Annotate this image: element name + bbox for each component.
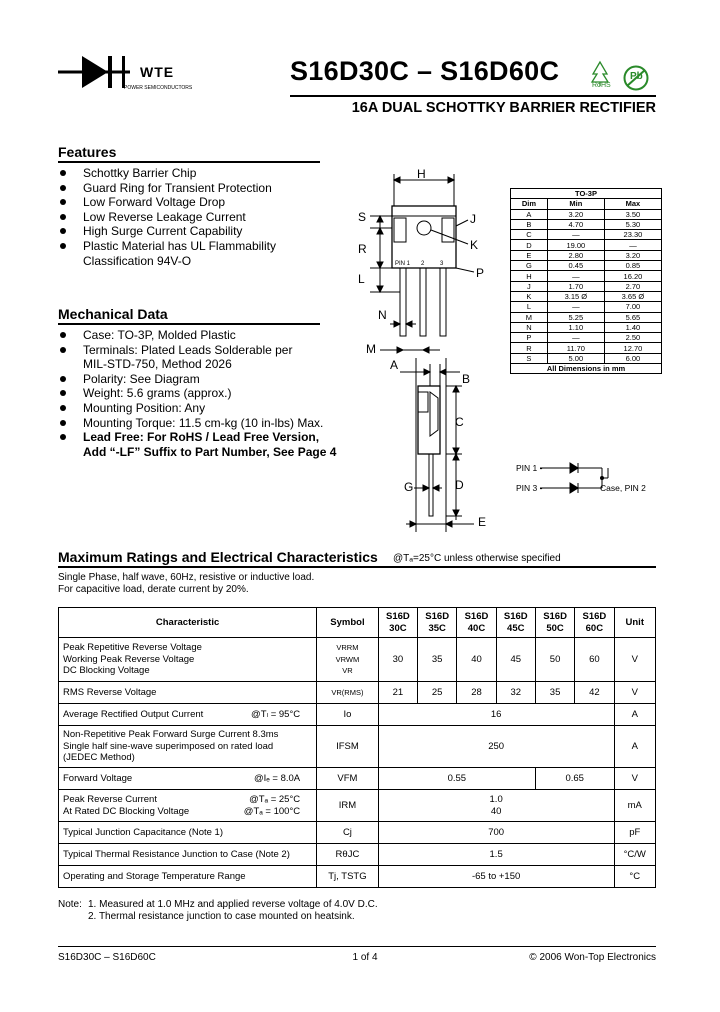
- list-item: Polarity: See Diagram: [58, 372, 358, 387]
- dim-cell: 4.70: [547, 219, 604, 229]
- value-cell: 60: [575, 638, 614, 682]
- dim-label-k: K: [470, 238, 479, 252]
- dim-cell: L: [511, 302, 548, 312]
- table-row: [511, 312, 662, 322]
- table-row: [511, 343, 662, 353]
- table-row: [511, 250, 662, 260]
- char-cell: Peak Repetitive Reverse Voltage Working Peak Reverse Voltage DC Blocking Voltage: [59, 638, 317, 682]
- ratings-rule: [58, 566, 656, 568]
- list-item: MIL-STD-750, Method 2026: [83, 357, 232, 372]
- dim-cell: S: [511, 353, 548, 363]
- list-item: Guard Ring for Transient Protection: [58, 181, 358, 196]
- logo-subtext: POWER SEMICONDUCTORS: [124, 85, 193, 91]
- symbol-cell: IRM: [317, 790, 379, 822]
- dim-label-c: C: [455, 415, 464, 429]
- char-cell: Typical Junction Capacitance (Note 1): [59, 822, 317, 844]
- list-item: Lead Free: For RoHS / Lead Free Version,: [58, 430, 358, 445]
- dim-cell: 0.45: [547, 261, 604, 271]
- footer-part-range: S16D30C – S16D60C: [58, 952, 156, 963]
- dim-cell: 1.70: [547, 281, 604, 291]
- char-cell: Forward Voltage @Iₑ = 8.0A: [59, 768, 317, 790]
- mechanical-rule: [58, 323, 320, 325]
- list-item: Terminals: Plated Leads Solderable per: [58, 343, 358, 358]
- dim-cell: 7.00: [604, 302, 661, 312]
- list-item: Classification 94V-O: [83, 253, 192, 268]
- unit-cell: mA: [614, 790, 655, 822]
- logo-text: WTE: [140, 64, 175, 80]
- ratings-heading: Maximum Ratings and Electrical Characteristics: [58, 549, 378, 565]
- pin-label-1: PIN 1: [395, 261, 411, 267]
- value-cell: 35: [535, 682, 574, 704]
- table-row: [59, 638, 656, 682]
- table-row: [59, 768, 656, 790]
- dim-label-g: G: [404, 480, 414, 494]
- dim-cell: 19.00: [547, 240, 604, 250]
- dim-label-a: A: [390, 358, 399, 372]
- header-part: S16D 45C: [496, 608, 535, 638]
- dim-cell: J: [511, 281, 548, 291]
- dim-cell: H: [511, 271, 548, 281]
- footer-page-number: 1 of 4: [352, 952, 378, 963]
- dim-cell: 0.85: [604, 261, 661, 271]
- dim-header: Max: [604, 199, 661, 209]
- dim-cell: —: [604, 240, 661, 250]
- symbol-cell: Tj, TSTG: [317, 866, 379, 888]
- list-item: Add “-LF” Suffix to Part Number, See Page 4: [83, 444, 337, 459]
- header-part: S16D 35C: [418, 608, 457, 638]
- header-unit: Unit: [614, 608, 655, 638]
- value-cell: 1.0 40: [378, 790, 614, 822]
- table-row: [511, 219, 662, 229]
- value-cell: 1.5: [378, 844, 614, 866]
- value-cell: 21: [378, 682, 417, 704]
- dim-cell: —: [547, 271, 604, 281]
- mechanical-list: [58, 328, 358, 459]
- table-row: [511, 302, 662, 312]
- dim-label-p: P: [476, 266, 485, 280]
- dim-label-r: R: [358, 242, 367, 256]
- char-cell: Operating and Storage Temperature Range: [59, 866, 317, 888]
- subtitle: 16A DUAL SCHOTTKY BARRIER RECTIFIER: [351, 100, 656, 116]
- header-characteristic: Characteristic: [59, 608, 317, 638]
- unit-cell: V: [614, 682, 655, 704]
- footer-rule: [58, 946, 656, 947]
- dim-cell: 1.40: [604, 322, 661, 332]
- dim-label-d: D: [455, 478, 464, 492]
- list-item: Low Reverse Leakage Current: [58, 210, 358, 225]
- dim-cell: 5.30: [604, 219, 661, 229]
- table-row: [511, 291, 662, 301]
- title-rule: [290, 95, 656, 97]
- value-cell: 25: [418, 682, 457, 704]
- dim-cell: K: [511, 291, 548, 301]
- table-row: [59, 790, 656, 822]
- schematic-pin3-label: PIN 3 -: [516, 483, 543, 493]
- pin-label-2: 2: [421, 261, 425, 267]
- char-cell: RMS Reverse Voltage: [59, 682, 317, 704]
- ratings-table: [58, 607, 656, 888]
- table-row: [511, 281, 662, 291]
- list-item: Mounting Position: Any: [58, 401, 358, 416]
- pin-label-3: 3: [440, 261, 444, 267]
- list-item: Low Forward Voltage Drop: [58, 195, 358, 210]
- char-cell: Peak Reverse Current @Tₐ = 25°C At Rated DC Blocking Voltage @Tₐ = 100°C: [59, 790, 317, 822]
- table-row: [59, 866, 656, 888]
- table-row: [59, 726, 656, 768]
- unit-cell: V: [614, 768, 655, 790]
- value-cell: 16: [378, 704, 614, 726]
- note-1: 1. Measured at 1.0 MHz and applied reverse voltage of 4.0V D.C.: [88, 899, 378, 910]
- char-cell: Typical Thermal Resistance Junction to Case (Note 2): [59, 844, 317, 866]
- features-rule: [58, 161, 320, 163]
- dim-header: Dim: [511, 199, 548, 209]
- dim-cell: —: [547, 230, 604, 240]
- dim-cell: R: [511, 343, 548, 353]
- dim-label-n: N: [378, 308, 387, 322]
- dim-cell: 2.50: [604, 333, 661, 343]
- dim-cell: 2.70: [604, 281, 661, 291]
- lead-free-icon: [622, 64, 650, 92]
- value-cell: 0.55: [378, 768, 535, 790]
- features-list: [58, 166, 358, 268]
- value-cell: 30: [378, 638, 417, 682]
- value-cell: 50: [535, 638, 574, 682]
- dim-cell: C: [511, 230, 548, 240]
- symbol-cell: Io: [317, 704, 379, 726]
- dim-cell: 3.20: [604, 250, 661, 260]
- dim-cell: 5.25: [547, 312, 604, 322]
- value-cell: 0.65: [535, 768, 614, 790]
- company-logo: [58, 52, 208, 96]
- dim-cell: 5.00: [547, 353, 604, 363]
- dimension-table: [510, 188, 662, 374]
- list-item: Case: TO-3P, Molded Plastic: [58, 328, 358, 343]
- part-range-title: S16D30C – S16D60C: [290, 56, 560, 86]
- header-symbol: Symbol: [317, 608, 379, 638]
- dim-label-l: L: [358, 272, 365, 286]
- pb-label: Pb: [630, 71, 643, 82]
- dim-cell: D: [511, 240, 548, 250]
- dim-cell: 16.20: [604, 271, 661, 281]
- dim-cell: 12.70: [604, 343, 661, 353]
- header-part: S16D 50C: [535, 608, 574, 638]
- dim-cell: 11.70: [547, 343, 604, 353]
- dim-cell: 3.15 Ø: [547, 291, 604, 301]
- dim-cell: M: [511, 312, 548, 322]
- value-cell: 35: [418, 638, 457, 682]
- symbol-cell: VRRM VRWM VR: [317, 638, 379, 682]
- list-item: Mounting Torque: 11.5 cm-kg (10 in-lbs) Max.: [58, 416, 358, 431]
- value-cell: 32: [496, 682, 535, 704]
- dim-cell: P: [511, 333, 548, 343]
- table-row: [59, 822, 656, 844]
- value-cell: 40: [457, 638, 496, 682]
- value-cell: 250: [378, 726, 614, 768]
- dim-label-s: S: [358, 210, 367, 224]
- dim-label-m: M: [366, 342, 376, 356]
- unit-cell: °C: [614, 866, 655, 888]
- dim-cell: N: [511, 322, 548, 332]
- table-row: [511, 240, 662, 250]
- list-item: Plastic Material has UL Flammability: [58, 239, 358, 254]
- table-row: [511, 209, 662, 219]
- table-row: [59, 682, 656, 704]
- ratings-condition: @Tₐ=25°C unless otherwise specified: [393, 553, 561, 564]
- dim-label-h: H: [417, 167, 426, 181]
- table-row: [511, 261, 662, 271]
- mechanical-heading: Mechanical Data: [58, 306, 168, 322]
- dim-cell: 3.50: [604, 209, 661, 219]
- dim-cell: —: [547, 333, 604, 343]
- ratings-note-2: For capacitive load, derate current by 20%.: [58, 584, 249, 595]
- table-row: [59, 844, 656, 866]
- dim-cell: G: [511, 261, 548, 271]
- dim-cell: 1.10: [547, 322, 604, 332]
- schematic-pin1-label: PIN 1 -: [516, 463, 543, 473]
- dim-label-j: J: [470, 212, 476, 226]
- list-item: Schottky Barrier Chip: [58, 166, 358, 181]
- dim-cell: —: [547, 302, 604, 312]
- dim-header: Min: [547, 199, 604, 209]
- dim-cell: 3.20: [547, 209, 604, 219]
- symbol-cell: Cj: [317, 822, 379, 844]
- dim-label-e: E: [478, 515, 487, 529]
- unit-cell: °C/W: [614, 844, 655, 866]
- symbol-cell: IFSM: [317, 726, 379, 768]
- dim-cell: B: [511, 219, 548, 229]
- value-cell: 28: [457, 682, 496, 704]
- header-part: S16D 40C: [457, 608, 496, 638]
- unit-cell: V: [614, 638, 655, 682]
- dim-table-title: TO-3P: [511, 189, 662, 199]
- value-cell: 700: [378, 822, 614, 844]
- table-row: [511, 230, 662, 240]
- header-part: S16D 30C: [378, 608, 417, 638]
- value-cell: -65 to +150: [378, 866, 614, 888]
- dim-table-footer: All Dimensions in mm: [511, 364, 662, 374]
- dim-cell: A: [511, 209, 548, 219]
- list-item: Weight: 5.6 grams (approx.): [58, 386, 358, 401]
- dim-cell: 3.65 Ø: [604, 291, 661, 301]
- header-part: S16D 60C: [575, 608, 614, 638]
- table-row: [511, 271, 662, 281]
- unit-cell: pF: [614, 822, 655, 844]
- value-cell: 45: [496, 638, 535, 682]
- rohs-icon: [590, 60, 618, 92]
- unit-cell: A: [614, 704, 655, 726]
- rohs-label: RoHS: [592, 82, 611, 89]
- symbol-cell: VFM: [317, 768, 379, 790]
- dim-label-b: B: [462, 372, 471, 386]
- dim-cell: 5.65: [604, 312, 661, 322]
- char-cell: Average Rectified Output Current @Tₗ = 95°C: [59, 704, 317, 726]
- table-row: [511, 333, 662, 343]
- features-heading: Features: [58, 144, 117, 160]
- table-row: [511, 353, 662, 363]
- table-row: [511, 322, 662, 332]
- note-2: 2. Thermal resistance junction to case mounted on heatsink.: [88, 911, 355, 922]
- list-item: High Surge Current Capability: [58, 224, 358, 239]
- symbol-cell: RθJC: [317, 844, 379, 866]
- unit-cell: A: [614, 726, 655, 768]
- symbol-cell: VR(RMS): [317, 682, 379, 704]
- char-cell: Non-Repetitive Peak Forward Surge Current 8.3ms Single half sine-wave superimposed on rated load (JEDEC Method): [59, 726, 317, 768]
- dim-cell: 6.00: [604, 353, 661, 363]
- ratings-note-1: Single Phase, half wave, 60Hz, resistive or inductive load.: [58, 572, 315, 583]
- footer-copyright: © 2006 Won-Top Electronics: [529, 952, 656, 963]
- schematic-case-label: Case, PIN 2: [600, 483, 646, 493]
- notes-label: Note:: [58, 899, 82, 910]
- value-cell: 42: [575, 682, 614, 704]
- dim-cell: E: [511, 250, 548, 260]
- dim-cell: 2.80: [547, 250, 604, 260]
- dim-cell: 23.30: [604, 230, 661, 240]
- table-row: [59, 704, 656, 726]
